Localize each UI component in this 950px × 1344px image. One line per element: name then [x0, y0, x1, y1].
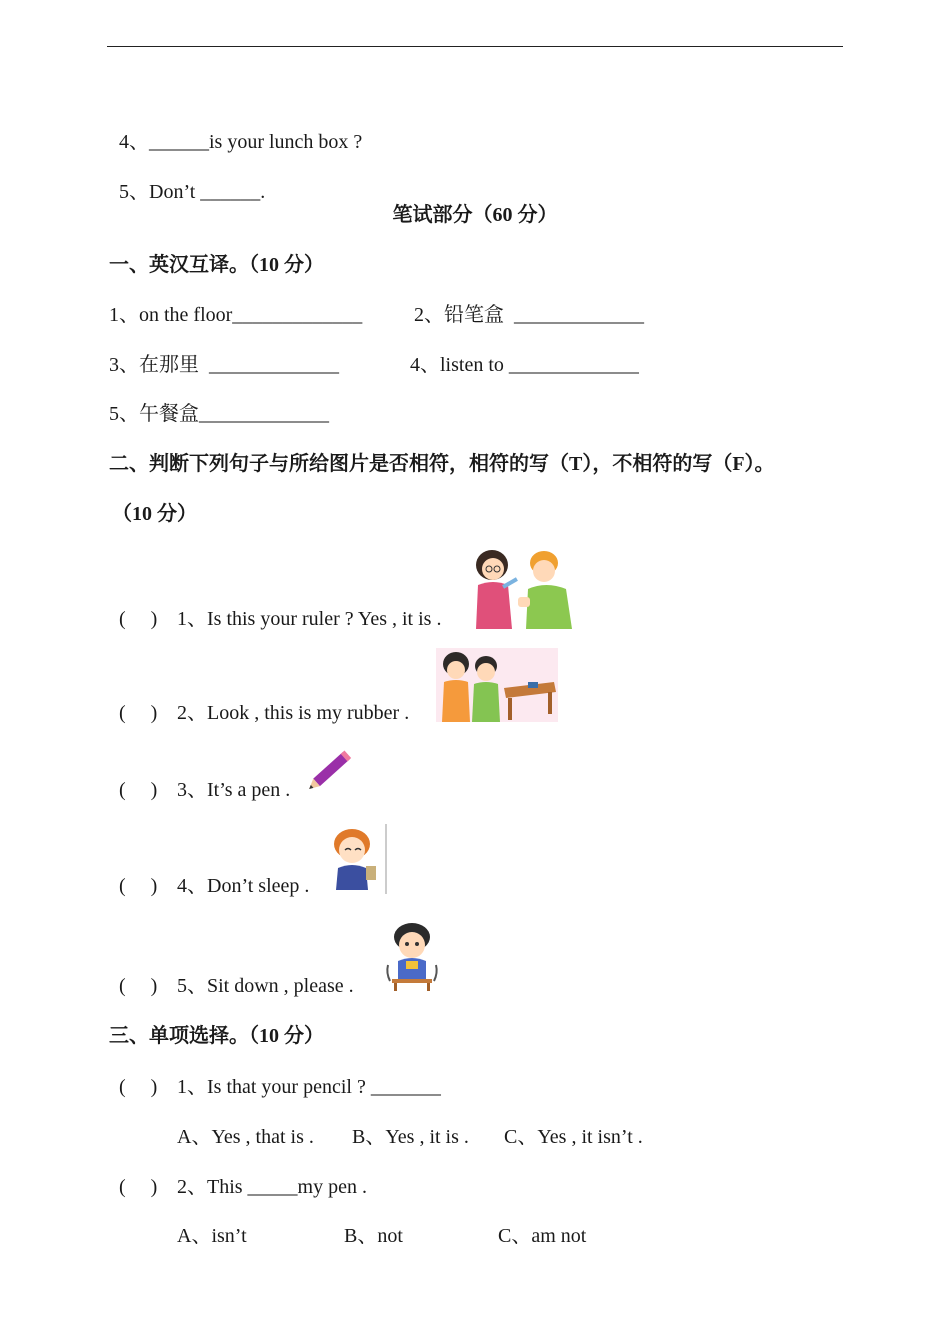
item-number: 5、: [119, 181, 149, 203]
section1-item-1: 1、on the floor_____________: [109, 304, 363, 326]
q1-option-c: C、Yes , it isn’t .: [504, 1126, 643, 1148]
q2-option-b: B、not: [344, 1225, 403, 1247]
answer-bracket: ( ): [119, 1176, 158, 1198]
two-children-ruler-picture: [468, 543, 576, 629]
section2-item-5-text: 5、Sit down , please .: [177, 975, 354, 997]
answer-bracket: ( ): [119, 875, 158, 897]
children-rubber-on-table-picture: [436, 648, 558, 722]
section1-heading: 一、英汉互译。（10 分）: [109, 254, 324, 276]
section3-question-1: 1、Is that your pencil ? _______: [177, 1076, 441, 1098]
answer-bracket: ( ): [119, 779, 158, 801]
answer-bracket: ( ): [119, 702, 158, 724]
section2-item-3-text: 3、It’s a pen .: [177, 779, 291, 801]
item-text: Don’t ______.: [149, 181, 266, 203]
purple-pencil-picture: [302, 745, 352, 801]
section3-heading: 三、单项选择。（10 分）: [109, 1025, 324, 1047]
q1-option-b: B、Yes , it is .: [352, 1126, 469, 1148]
section2-heading: 二、判断下列句子与所给图片是否相符，相符的写（T），不相符的写（F）。: [109, 453, 775, 475]
boy-sitting-picture: [380, 921, 444, 991]
answer-bracket: ( ): [119, 608, 158, 630]
header-rule: [107, 46, 843, 47]
item-text: ______is your lunch box ?: [149, 131, 363, 153]
listening-item-5: [109, 153, 265, 205]
section2-heading-score: （10 分）: [112, 503, 197, 525]
section2-item-2-text: 2、Look , this is my rubber .: [177, 702, 410, 724]
answer-bracket: ( ): [119, 975, 158, 997]
section2-item-4-text: 4、Don’t sleep .: [177, 875, 310, 897]
q1-option-a: A、Yes , that is .: [177, 1126, 314, 1148]
section1-item-5: 5、午餐盒_____________: [109, 403, 329, 425]
section1-item-3: 3、在那里 _____________: [109, 354, 339, 376]
answer-bracket: ( ): [119, 1076, 158, 1098]
section3-question-2: 2、This _____my pen .: [177, 1176, 367, 1198]
section2-item-1-text: 1、Is this your ruler ? Yes , it is .: [177, 608, 442, 630]
section1-item-2: 2、铅笔盒 _____________: [414, 304, 644, 326]
section1-item-4: 4、listen to _____________: [410, 354, 639, 376]
girl-with-cup-picture: [326, 824, 388, 894]
written-section-title: 笔试部分（60 分）: [392, 204, 558, 226]
item-number: 4、: [119, 131, 149, 153]
listening-item-4: [109, 103, 362, 155]
q2-option-c: C、am not: [498, 1225, 587, 1247]
q2-option-a: A、isn’t: [177, 1225, 247, 1247]
